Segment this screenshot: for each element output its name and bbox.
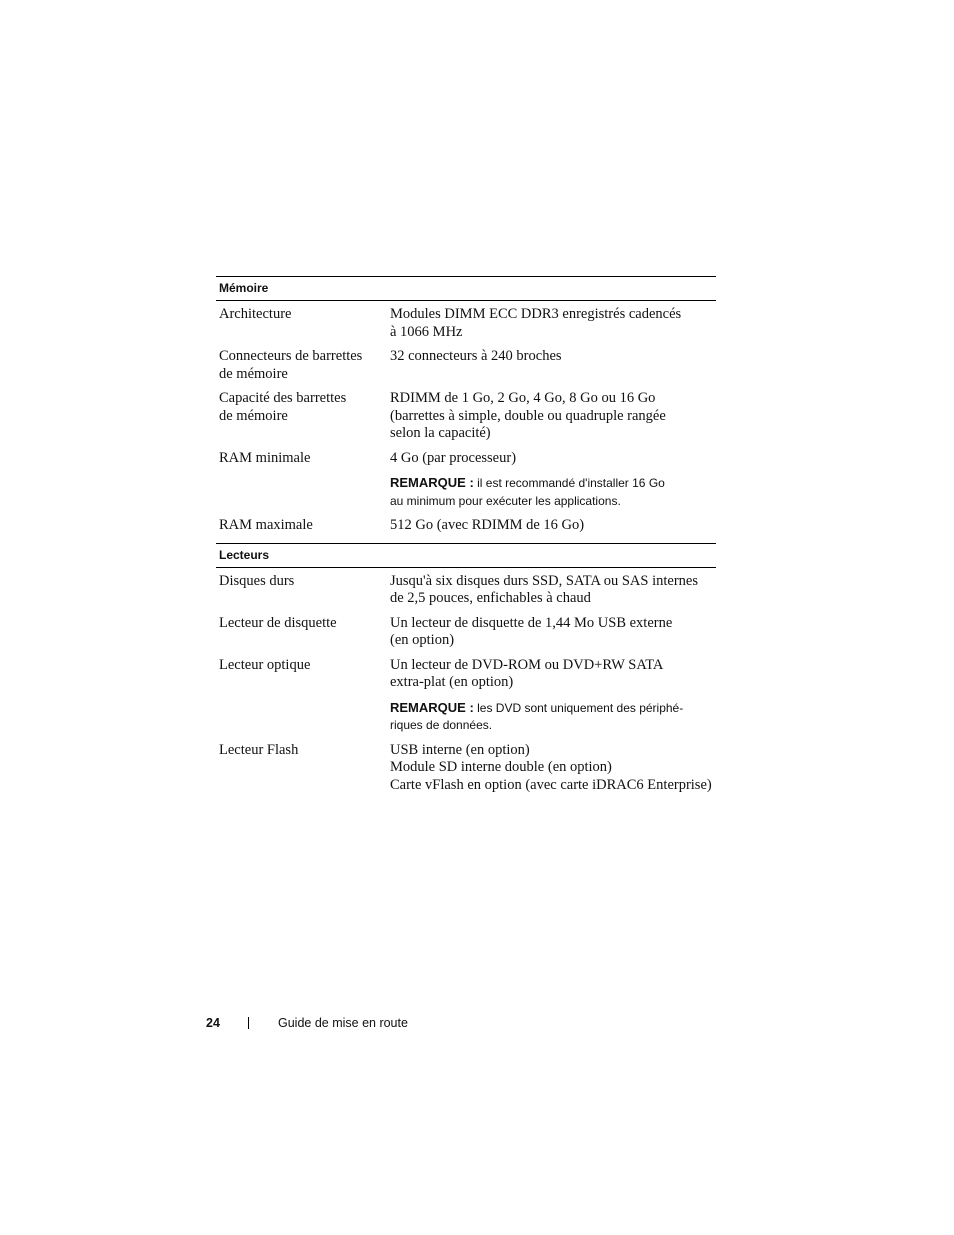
note: [390, 474, 716, 510]
spec-row-capacite: [216, 390, 716, 443]
spec-label: Capacité des barrettes de mémoire: [219, 390, 347, 424]
spec-value: [390, 306, 716, 341]
spec-row-lecteur-flash: [216, 742, 716, 795]
spec-label: Architecture: [219, 306, 292, 322]
spec-row-lecteur-optique: [216, 657, 716, 735]
page-footer: [206, 1014, 408, 1032]
spec-row-disques-durs: [216, 573, 716, 608]
spec-row-ram-minimale: [216, 450, 716, 511]
spec-row-connecteurs: [216, 348, 716, 383]
spec-value-text: Jusqu'à six disques durs SSD, SATA ou SAS internes de 2,5 pouces, enfichables à chaud: [390, 572, 698, 606]
spec-value-text: 512 Go (avec RDIMM de 16 Go): [390, 517, 585, 533]
spec-value: [390, 573, 716, 608]
note: [390, 699, 716, 735]
spec-value: [390, 742, 716, 795]
spec-row-lecteur-disquette: [216, 615, 716, 650]
spec-value: [390, 450, 716, 511]
spec-value-text: 32 connecteurs à 240 broches: [390, 348, 562, 364]
note-text: les DVD sont uniquement des périphé- riques de données.: [390, 700, 684, 732]
spec-table: [216, 276, 716, 802]
section-memoire: [216, 276, 716, 543]
section-body: [216, 301, 716, 543]
spec-label: Lecteur de disquette: [219, 614, 337, 631]
section-title: Lecteurs: [216, 543, 716, 568]
spec-row-ram-maximale: [216, 517, 716, 535]
spec-value: [390, 517, 716, 535]
spec-value-text: Un lecteur de DVD-ROM ou DVD+RW SATA extra-plat (en option): [390, 656, 664, 690]
spec-label: Connecteurs de barrettes de mémoire: [219, 348, 363, 382]
spec-value: [390, 615, 716, 650]
note-label: REMARQUE :: [390, 699, 474, 715]
note-label: REMARQUE :: [390, 475, 474, 490]
page-number: 24: [206, 1016, 220, 1030]
spec-value-text: Modules DIMM ECC DDR3 enregistrés cadencés à 1066 MHz: [390, 306, 682, 340]
section-lecteurs: [216, 543, 716, 803]
spec-value-text: RDIMM de 1 Go, 2 Go, 4 Go, 8 Go ou 16 Go (barrettes à simple, double ou quadruple rangée selon la capacité): [390, 390, 666, 441]
footer-title: Guide de mise en route: [278, 1016, 408, 1030]
spec-label: RAM maximale: [219, 517, 313, 533]
spec-value-text: Un lecteur de disquette de 1,44 Mo USB externe (en option): [390, 614, 673, 648]
section-body: [216, 568, 716, 803]
spec-value-text: 4 Go (par processeur): [390, 449, 517, 466]
spec-label: Lecteur optique: [219, 656, 311, 673]
spec-value: [390, 390, 716, 443]
footer-separator: [248, 1017, 249, 1029]
spec-row-architecture: [216, 306, 716, 341]
spec-label: Lecteur Flash: [219, 741, 299, 758]
section-title: Mémoire: [216, 276, 716, 301]
spec-value-text: USB interne (en option) Module SD interne double (en option) Carte vFlash en option (avec carte iDRAC6 Enterprise): [390, 741, 712, 793]
spec-value: [390, 348, 716, 383]
spec-label: RAM minimale: [219, 449, 311, 466]
note-text: il est recommandé d'installer 16 Go au minimum pour exécuter les applications.: [390, 476, 665, 508]
spec-value: [390, 657, 716, 735]
spec-label: Disques durs: [219, 572, 295, 589]
